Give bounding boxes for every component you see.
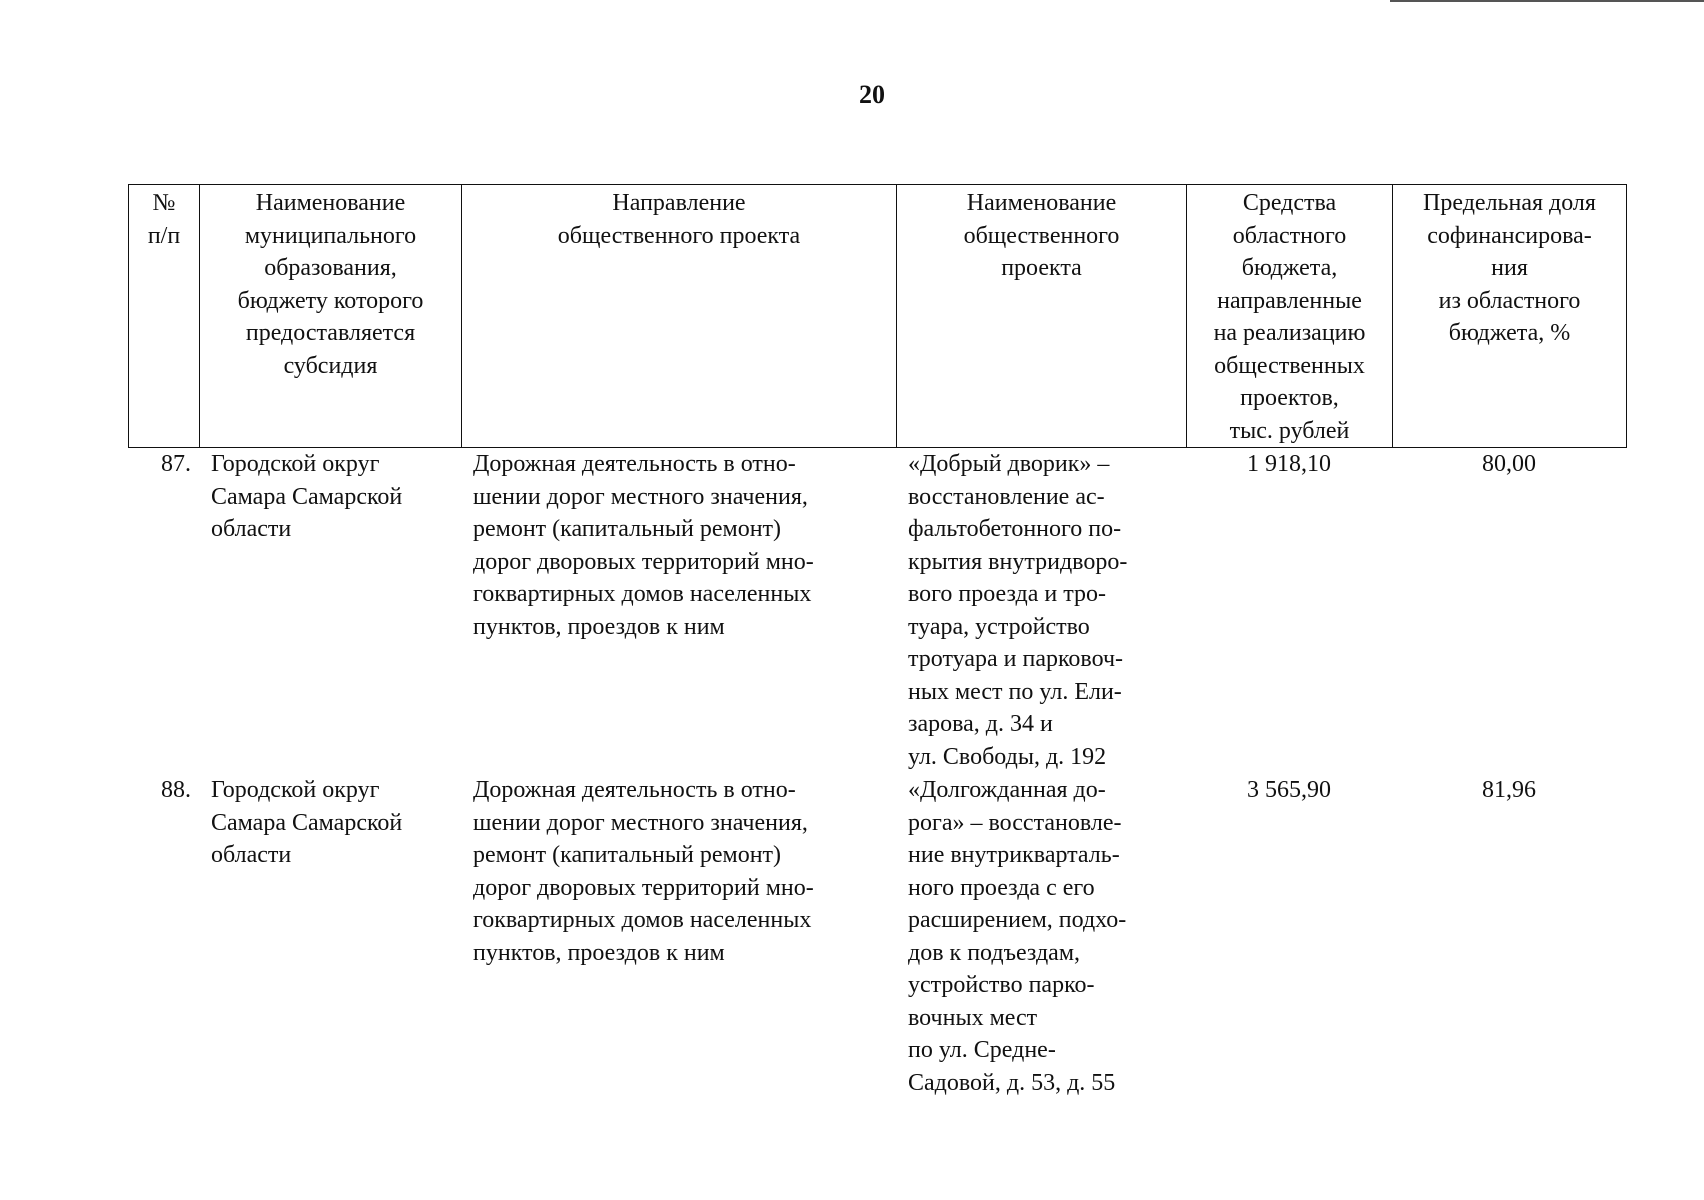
text-line: софинансирова-	[1427, 222, 1592, 249]
text-line: Предельная доля	[1423, 190, 1596, 216]
text-line: гоквартирных домов населенных	[473, 907, 812, 933]
text-line: ных мест по ул. Ели-	[908, 678, 1122, 705]
header-cell-direction	[462, 185, 897, 448]
header-cell-number	[129, 185, 200, 448]
text-line: ния	[1491, 255, 1528, 281]
table-header	[128, 184, 1627, 448]
text-line: общественного	[963, 222, 1120, 249]
text-line: ул. Свободы, д. 192	[908, 743, 1107, 770]
text-line: бюджету которого	[237, 287, 424, 314]
text-line: вочных мест	[908, 1004, 1038, 1031]
text-line: Направление	[612, 190, 746, 216]
text-line: ние внутрикварталь-	[908, 842, 1120, 868]
text-line: области	[211, 516, 292, 542]
header-row	[129, 185, 1627, 448]
text-line: расширением, подхо-	[908, 907, 1127, 933]
text-line: бюджета, %	[1448, 320, 1571, 346]
header-cell-municipality	[200, 185, 462, 448]
header-cell-cofinancing-share	[1393, 185, 1627, 448]
text-line: п/п	[147, 222, 181, 249]
text-line: туара, устройство	[908, 613, 1090, 640]
text-line: Городской округ	[211, 777, 380, 803]
text-line: фальтобетонного по-	[908, 516, 1122, 542]
project-direction-cell	[461, 448, 896, 774]
scan-edge-line	[1390, 0, 1704, 2]
budget-funds-cell: 3 565,90	[1247, 777, 1331, 803]
text-line: Наименование	[255, 190, 406, 216]
text-line: Самара Самарской	[211, 483, 403, 510]
text-line: Садовой, д. 53, д. 55	[908, 1069, 1116, 1096]
text-line: субсидия	[283, 352, 378, 379]
text-line: тротуара и парковоч-	[908, 646, 1124, 672]
text-line: дорог дворовых территорий мно-	[473, 548, 814, 575]
text-line: крытия внутридворо-	[908, 548, 1128, 575]
text-line: проекта	[1001, 255, 1082, 281]
text-line: Средства	[1242, 190, 1337, 216]
page-number: 20	[859, 80, 885, 109]
text-line: Дорожная деятельность в отно-	[473, 451, 796, 477]
cofinancing-share-cell: 80,00	[1482, 451, 1536, 477]
text-line: общественных	[1214, 352, 1365, 379]
table-row	[128, 774, 1626, 1104]
text-line: зарова, д. 34 и	[908, 711, 1053, 737]
text-line: №	[152, 190, 176, 216]
text-line: «Долгожданная до-	[908, 777, 1106, 803]
text-line: Наименование	[966, 190, 1117, 216]
text-line: пунктов, проездов к ним	[473, 939, 725, 966]
table-body	[128, 448, 1626, 1104]
text-line: по ул. Средне-	[908, 1037, 1056, 1063]
text-line: образования,	[264, 255, 397, 281]
budget-funds-cell: 1 918,10	[1247, 451, 1331, 477]
row-number: 88.	[161, 777, 191, 803]
text-line: ремонт (капитальный ремонт)	[473, 842, 782, 868]
header-cell-project-name	[897, 185, 1187, 448]
text-line: на реализацию	[1213, 320, 1366, 346]
text-line: Городской округ	[211, 451, 380, 477]
text-line: Самара Самарской	[211, 809, 403, 836]
text-line: из областного	[1438, 287, 1581, 314]
text-line: шении дорог местного значения,	[473, 809, 808, 836]
text-line: общественного проекта	[557, 222, 801, 249]
text-line: рога» – восстановле-	[908, 809, 1122, 836]
municipality-cell	[199, 448, 461, 774]
text-line: устройство парко-	[908, 972, 1095, 998]
text-line: муниципального	[244, 222, 417, 249]
text-line: восстановление ас-	[908, 483, 1105, 510]
cofinancing-share-cell: 81,96	[1482, 777, 1536, 803]
text-line: ного проезда с его	[908, 874, 1095, 901]
text-line: направленные	[1217, 287, 1362, 314]
header-cell-budget-funds	[1187, 185, 1393, 448]
row-number: 87.	[161, 451, 191, 477]
text-line: «Добрый дворик» –	[908, 451, 1110, 477]
project-direction-cell	[461, 774, 896, 1104]
text-line: вого проезда и тро-	[908, 581, 1107, 607]
text-line: гоквартирных домов населенных	[473, 581, 812, 607]
text-line: бюджета,	[1241, 255, 1338, 281]
text-line: шении дорог местного значения,	[473, 483, 808, 510]
text-line: пунктов, проездов к ним	[473, 613, 725, 640]
municipality-cell	[199, 774, 461, 1104]
table-row	[128, 448, 1626, 774]
text-line: Дорожная деятельность в отно-	[473, 777, 796, 803]
text-line: предоставляется	[245, 320, 416, 346]
text-line: ремонт (капитальный ремонт)	[473, 516, 782, 542]
text-line: областного	[1232, 222, 1347, 249]
project-name-cell	[896, 448, 1186, 774]
text-line: области	[211, 842, 292, 868]
project-name-cell	[896, 774, 1186, 1104]
text-line: дов к подъездам,	[908, 939, 1081, 966]
text-line: проектов,	[1240, 385, 1339, 411]
text-line: тыс. рублей	[1229, 417, 1350, 444]
text-line: дорог дворовых территорий мно-	[473, 874, 814, 901]
